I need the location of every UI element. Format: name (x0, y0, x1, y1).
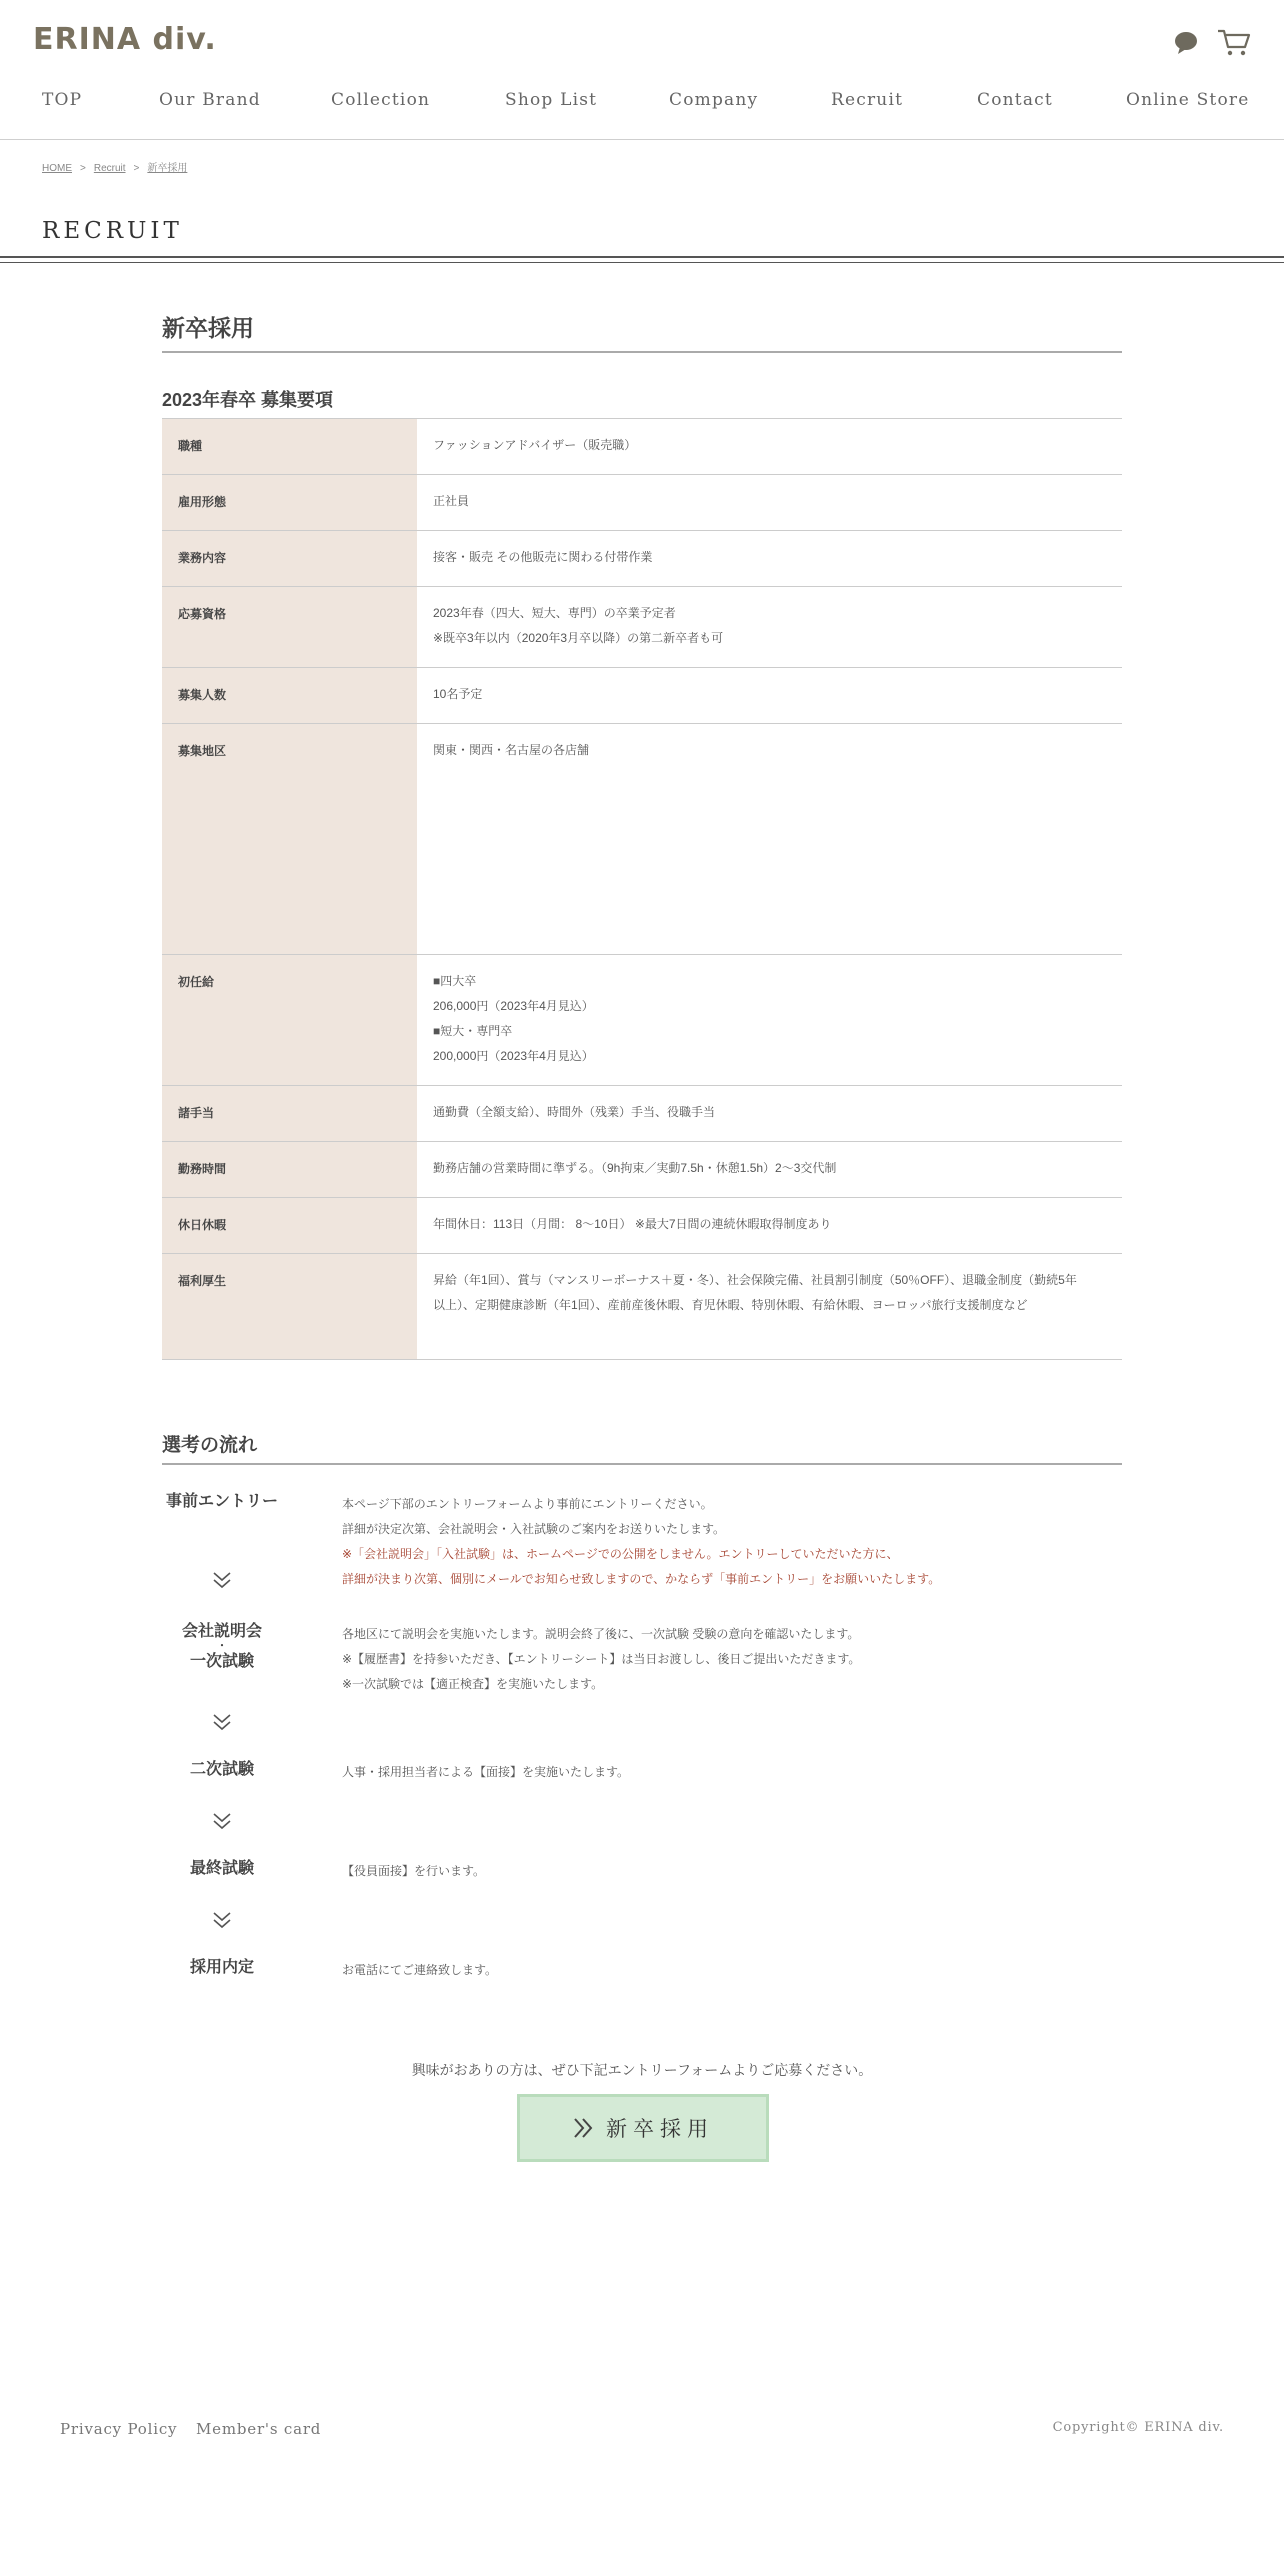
cart-icon[interactable] (1216, 26, 1252, 58)
step-description: 本ページ下部のエントリーフォームより事前にエントリーください。 詳細が決定次第、会社説明会・入社試験のご案内をお送りいたします。 ※「会社説明会」「入社試験」は、ホームページでの公開をしません。エントリーしていただいた方に、 詳細が決まり次第、個別にメールでお知らせ致しますので、かならず「事前エントリー」をお願いいたします。 (342, 1497, 941, 1586)
title-divider-thin (0, 262, 1284, 263)
row-value: 接客・販売 その他販売に関わる付帯作業 (433, 550, 653, 564)
nav-company[interactable]: Company (669, 90, 759, 110)
breadcrumb-current[interactable]: 新卒採用 (147, 163, 188, 174)
row-label: 休日休暇 (162, 1198, 417, 1253)
requirements-subtitle: 2023年春卒 募集要項 (162, 390, 334, 410)
cta-text: 興味がおありの方は、ぜひ下記エントリーフォームよりご応募ください。 (411, 2062, 873, 2078)
row-label: 勤務時間 (162, 1142, 417, 1197)
table-row (162, 475, 1122, 531)
row-value: 通勤費（全額支給）、時間外（残業）手当、役職手当 (433, 1105, 716, 1119)
row-label: 諸手当 (162, 1086, 417, 1141)
section-divider (162, 351, 1122, 353)
chevron-down-icon (211, 1811, 233, 1831)
row-label: 募集人数 (162, 668, 417, 723)
nav-collection[interactable]: Collection (331, 90, 431, 110)
step-description: 【役員面接】を行います。 (342, 1864, 486, 1878)
row-value: 勤務店舗の営業時間に準ずる。（9h拘束／実動7.5h・休憩1.5h）2～3交代制 (433, 1161, 837, 1175)
row-label: 職種 (162, 419, 417, 474)
nav-shop-list[interactable]: Shop List (505, 90, 598, 110)
row-label: 業務内容 (162, 531, 417, 586)
nav-online-store[interactable]: Online Store (1126, 90, 1250, 110)
table-row (162, 1086, 1122, 1142)
breadcrumb-home[interactable]: HOME (42, 163, 72, 174)
chevron-down-icon (211, 1910, 233, 1930)
table-row (162, 531, 1122, 587)
step-label: 会社説明会 ・ 一次試験 (181, 1623, 262, 1670)
page-title: RECRUIT (42, 218, 183, 244)
double-chevron-right-icon (572, 2116, 594, 2140)
row-value: 関東・関西・名古屋の各店舗 (433, 743, 590, 757)
breadcrumb: HOME > Recruit > 新卒採用 (42, 163, 188, 174)
requirements-table (162, 418, 1122, 1360)
table-row (162, 419, 1122, 475)
table-row (162, 587, 1122, 668)
section-title-new-grad: 新卒採用 (162, 315, 254, 341)
table-row (162, 955, 1122, 1086)
row-value: 10名予定 (433, 687, 483, 701)
entry-button-label: 新卒採用 (606, 2118, 714, 2141)
breadcrumb-recruit[interactable]: Recruit (93, 163, 126, 174)
footer-members-card[interactable]: Member's card (196, 2420, 322, 2438)
chat-bubble-icon[interactable] (1170, 26, 1206, 58)
section-title-selection-flow: 選考の流れ (162, 1435, 258, 1456)
row-label: 初任給 (162, 955, 417, 1085)
main-nav (0, 90, 1284, 120)
step-description: 各地区にて説明会を実施いたします。説明会終了後に、一次試験 受験の意向を確認いたします。 ※【履歴書】を持参いただき、【エントリーシート】は当日お渡しし、後日ご提出いただきます。 ※一次試験では【適正検査】を実施いたします。 (342, 1627, 861, 1691)
row-value: 正社員 (433, 494, 470, 508)
new-grad-entry-button[interactable] (517, 2094, 769, 2162)
table-row (162, 1142, 1122, 1198)
table-row (162, 724, 1122, 955)
step-label: 事前エントリー (165, 1493, 278, 1510)
title-divider (0, 256, 1284, 258)
step-description: お電話にてご連絡致します。 (342, 1963, 498, 1977)
row-value: 2023年春（四大、短大、専門）の卒業予定者 ※既卒3年以内（2020年3月卒以降）の第二新卒者も可 (433, 606, 724, 645)
table-row (162, 1198, 1122, 1254)
step-label: 二次試験 (189, 1761, 254, 1778)
site-header (0, 0, 1284, 140)
row-label: 応募資格 (162, 587, 417, 667)
nav-recruit[interactable]: Recruit (831, 90, 904, 110)
nav-our-brand[interactable]: Our Brand (159, 90, 261, 110)
nav-top[interactable]: TOP (42, 90, 83, 110)
row-value: ファッションアドバイザー（販売職） (433, 438, 637, 452)
copyright: Copyright© ERINA div. (1052, 2420, 1224, 2435)
step-description: 人事・採用担当者による【面接】を実施いたします。 (342, 1765, 630, 1779)
row-label: 募集地区 (162, 724, 417, 954)
row-value: 年間休日：113日（月間： 8～10日） ※最大7日間の連続休暇取得制度あり (433, 1217, 832, 1231)
table-row (162, 668, 1122, 724)
step-label: 採用内定 (189, 1959, 254, 1976)
row-label: 雇用形態 (162, 475, 417, 530)
chevron-down-icon (211, 1712, 233, 1732)
nav-contact[interactable]: Contact (977, 90, 1053, 110)
footer-privacy-policy[interactable]: Privacy Policy (60, 2420, 178, 2438)
row-value: ■四大卒 206,000円（2023年4月見込） ■短大・専門卒 200,000円（2023年4月見込） (433, 974, 594, 1063)
step-label: 最終試験 (189, 1860, 254, 1877)
section-divider (162, 1463, 1122, 1465)
row-label: 福利厚生 (162, 1254, 417, 1359)
chevron-down-icon (211, 1570, 233, 1590)
row-value: 昇給（年1回）、賞与（マンスリーボーナス＋夏・冬）、社会保険完備、社員割引制度（50％OFF）、退職金制度（勤続5年 以上）、定期健康診断（年1回）、産前産後休暇、育児休暇、特別休暇、有給休暇、ヨーロッパ旅行支援制度など (433, 1273, 1077, 1312)
site-logo[interactable]: ERINA div. (33, 22, 217, 57)
table-row (162, 1254, 1122, 1360)
